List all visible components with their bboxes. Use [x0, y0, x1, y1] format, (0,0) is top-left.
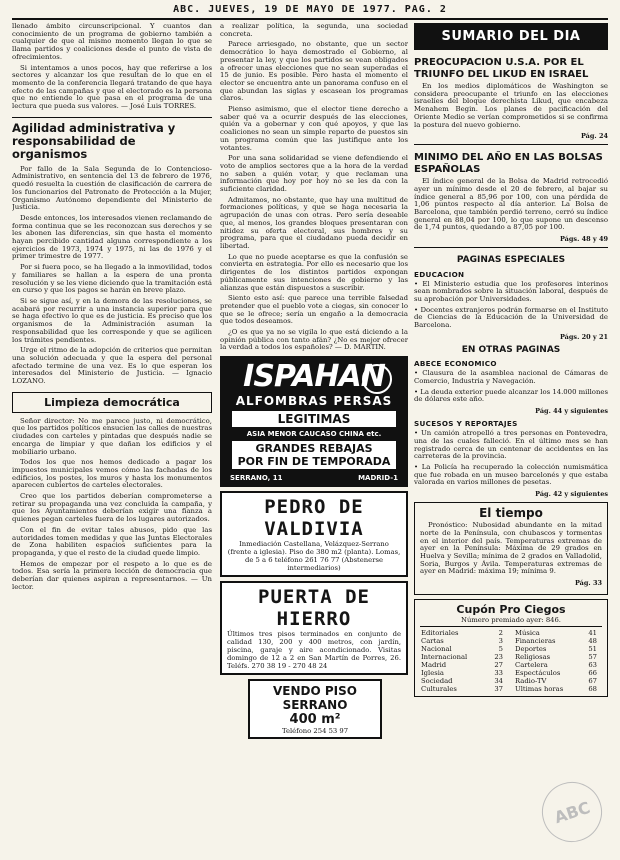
abc-watermark-stamp: ABC [534, 774, 610, 850]
ad-ispahan-line: ASIA MENOR CAUCASO CHINA etc. [246, 430, 382, 439]
divider [414, 144, 608, 145]
index-row [514, 661, 602, 669]
index-label: Iglesia [421, 669, 444, 678]
index-page: 33 [494, 669, 503, 678]
summary-text: • La deuda exterior puede alcanzar los 14.000 millones de dólares este año. [414, 387, 608, 404]
index-label: Nacional [421, 645, 452, 654]
ad-title: VENDO PISO SERRANO [273, 684, 357, 713]
index-row [420, 661, 508, 669]
ad-phone: Teléfono 254 53 97 [281, 727, 349, 736]
article-text: llenado ámbito circunscripcional. Y cuantos dan conocimiento de un programa de gobierno también a cualquier de que al mismo momento llegan lo que se llama partidos y coaliciones desde el punto de vista de ofrecimientos. [12, 23, 212, 61]
index-label: Sociedad [421, 677, 453, 686]
page-reference: Pág. 33 [574, 579, 602, 588]
summary-text: • Un camión atropelló a tres personas en Pontevedra, una de las cuales falleció. En el último mes se han registrado cerca de un centenar de accidentes en las carreteras de la provincia. [414, 429, 608, 461]
article-text: Lo que no puede aceptarse es que la confusión se convierta en estrategia. Por ello es necesario que los dirigentes de los distintos partidos expongan públicamente sus intenciones de gobierno y las alianzas que están dispuestos a suscribir. [220, 252, 408, 292]
header-rule [12, 18, 608, 20]
cupon-title: Cupón Pro Ciegos [456, 603, 566, 617]
index-row [514, 629, 602, 637]
page-reference: Págs. 48 y 49 [559, 235, 608, 244]
summary-text: • El Ministerio estudia que los profesores interinos sean nombrados sobre la situación laboral, después de su aprobación por Universidades. [414, 279, 608, 304]
index-row [514, 685, 602, 693]
page-reference: Pág. 42 y siguientes [535, 490, 608, 499]
article-text: ¿O es que ya no se vigila lo que está diciendo a la opinión pública con tanto afán? ¿No es mejor ofrecer la verdad a todos los españoles? — D. MARTIN. [220, 328, 408, 352]
index-page: 68 [588, 685, 597, 694]
ad-ispahan-banner [222, 358, 406, 485]
index-page: 48 [588, 637, 597, 646]
section-index [420, 626, 602, 693]
ad-ispahan-subtitle: ALFOMBRAS PERSAS [235, 394, 393, 409]
index-page: 34 [494, 677, 503, 686]
index-row [420, 637, 508, 645]
article-headline: Agilidad administrativa y responsabilidad de organismos [12, 117, 212, 161]
index-label: Deportes [515, 645, 547, 654]
index-label: Religiosas [515, 653, 551, 662]
ad-pedro-de-valdivia [220, 491, 408, 577]
index-row [514, 653, 602, 661]
sumario-banner: SUMARIO DEL DIA [414, 23, 608, 50]
ad-ispahan-logo: ISPAHAN [243, 359, 385, 395]
index-row [420, 685, 508, 693]
index-row [420, 669, 508, 677]
summary-text: En los medios diplomáticos de Washington se considera preocupante el triunfo en las elecciones israelíes del bloque derechista Likud, que encabeza Menahem Begin. Los planes de pacificación del Oriente Medio se verían comprometidos si se confirma la postura del nuevo gobierno. [414, 82, 608, 129]
weather-title: El tiempo [479, 506, 543, 521]
index-row [420, 653, 508, 661]
index-row [514, 677, 602, 685]
ad-ispahan [220, 356, 408, 487]
index-label: Culturales [421, 685, 457, 694]
column-middle [220, 23, 408, 852]
summary-subhead: EDUCACION [414, 269, 465, 279]
index-label: Espectáculos [515, 669, 561, 678]
ad-ispahan-line [232, 441, 396, 469]
index-label: Cartelera [515, 661, 548, 670]
summary-text: • La Policía ha recuperado la colección numismática que fue robada en un museo barcelonés y que estaba valorada en varios millones de pesetas. [414, 462, 608, 487]
index-page: 27 [494, 661, 503, 670]
cupon-box [414, 599, 608, 697]
index-label: Madrid [421, 661, 447, 670]
rug-emblem-icon [362, 364, 392, 394]
index-label: Internacional [421, 653, 468, 662]
column-left [12, 23, 212, 852]
article-text: Creo que los partidos deberían comprometerse a retirar su propaganda una vez concluida la campaña, y que los Ayuntamientos deberían exigir una fianza a quienes pegan carteles fuera de los lugares autorizados. [12, 492, 212, 524]
index-page: 67 [588, 677, 597, 686]
page-header: ABC. JUEVES, 19 DE MAYO DE 1977. PAG. 2 [173, 4, 447, 15]
summary-headline: EN OTRAS PAGINAS [461, 344, 561, 355]
article-text: Si se sigue así, y en la demora de las resoluciones, se acabará por recurrir a una instancia superior para que se haga efectivo lo que es de justicia. Es preciso que los organismos de la Administración asuman la responsabilidad que les corresponde y que se agilicen los trámites pendientes. [12, 296, 212, 344]
article-text: Por fallo de la Sala Segunda de lo Contencioso-Administrativo, en sentencia del 13 de febrero de 1976, quedó resuelta la cuestión de clasificación de carrera de los funcionarios del Patronato de Protección a la Mujer, Organismo Autónomo dependiente del Ministerio de Justicia. [12, 164, 212, 212]
index-page: 5 [498, 645, 503, 654]
ad-ispahan-temporada: POR FIN DE TEMPORADA [237, 455, 391, 469]
article-text: Señor director: No me parece justo, ni democrático, que los partidos políticos ensucien las calles de nuestras ciudades con carteles y pintadas que después nadie se encarga de limpiar y que dañan los edificios y el mobiliario urbano. [12, 416, 212, 456]
ad-vendo-piso [248, 679, 382, 739]
ad-size: 400 m² [289, 712, 341, 728]
index-row [420, 629, 508, 637]
ad-title: PUERTA DE HIERRO [258, 586, 370, 631]
index-page: 3 [498, 637, 503, 646]
article-text: Admitamos, no obstante, que hay una multitud de formaciones políticas, y que se haga necesaria la agrupación de unas con otras. Pero sería deseable que, al menos, los grandes bloques presentaran con nitidez su oferta electoral, sus hombres y su programa, para que el ciudadano pueda decidir en libertad. [220, 195, 408, 250]
index-label: Financieras [515, 637, 556, 646]
summary-text: El índice general de la Bolsa de Madrid retrocedió ayer un mínimo desde el 20 de febrero, al bajar su índice general a 85,96 por 100, con una pérdida de 1,06 puntos respecto al día anterior. La Bolsa de Barcelona, que también perdió terreno, cerró su índice general en 88,04 por 100, lo que supone un descenso de 1,74 puntos, quedando a 87,05 por 100. [414, 177, 608, 232]
ad-puerta-de-hierro [220, 581, 408, 675]
index-row [420, 645, 508, 653]
article-text: Por una sana solidaridad se viene defendiendo el voto de amplios sectores que a la hora de la verdad no saben a quién votar, y que reclaman una información que hoy por hoy no se les da con la suficiente claridad. [220, 154, 408, 194]
article-text: Por si fuera poco, se ha llegado a la inmovilidad, todos y familiares se hallan a la espera de una pronta resolución y se les viene diciendo que la tramitación está en curso y que los pagos se harán en breve plazo. [12, 263, 212, 295]
section-index-left [420, 629, 508, 693]
index-page: 41 [588, 629, 597, 638]
ad-ispahan-footer [226, 472, 402, 482]
index-page: 51 [588, 645, 597, 654]
article-text: Siento esto así: que parece una terrible falsedad pretender que el pueblo vote a ciegas, sin conocer lo que se le ofrece; sería un engaño a la democracia que todos deseamos. [220, 294, 408, 326]
weather-text: Pronóstico: Nubosidad abundante en la mitad norte de la Península, con chubascos y tormentas en el interior del país. Temperaturas extremas de ayer en la Península: Máxima de 29 grados en Huelva y Sevilla; mínima de 2 grados en Valladolid, Soria, Burgos y Ávila. Temperaturas extremas de ayer en Madrid: máxima 19; mínima 9. [420, 521, 602, 576]
index-page: 23 [494, 653, 503, 662]
page-reference: Pág. 24 [580, 132, 608, 141]
index-page: 66 [588, 669, 597, 678]
article-text: Pienso asimismo, que el elector tiene derecho a saber qué va a ocurrir después de las elecciones, quién va a gobernar y con qué apoyos, y que las coaliciones no sean un simple reparto de puestos sin un programa común que las justifique ante los votantes. [220, 105, 408, 152]
index-label: Ultimas horas [515, 685, 564, 694]
cupon-number: Número premiado ayer: 846. [461, 616, 561, 625]
summary-headline: MINIMO DEL AÑO EN LAS BOLSAS ESPAÑOLAS [414, 152, 603, 175]
article-text: Parece arriesgado, no obstante, que un sector democrático lo haya demostrado el Gobierno, al presentar la ley, y que los partidos se vean obligados a ofrecer unas elecciones que no sean superadas el 15 de junio. Es posible. Pero hasta el momento el elector se encuentra ante un panorama confuso en el que abundan las siglas y escasean los programas claros. [220, 40, 408, 103]
article-headline: Limpieza democrática [12, 392, 212, 413]
ad-ispahan-address: SERRANO, 11 [230, 474, 283, 483]
article-text: Todos los que nos hemos dedicado a pagar los impuestos municipales vemos cómo las fachadas de los edificios, los postes, los muros y hasta los monumentos aparecen cubiertos de carteles electorales. [12, 458, 212, 490]
summary-text: • Docentes extranjeros podrán formarse en el Instituto de Ciencias de la Educación de la Universidad de Barcelona. [414, 305, 608, 330]
index-page: 57 [588, 653, 597, 662]
article-text: Desde entonces, los interesados vienen reclamando de forma continua que se les reconozcan sus derechos y se les abonen las diferencias, sin que hasta el momento hayan percibido cantidad alguna correspondiente a los ejercicios de 1973, 1974 y 1975, ni las de 1976 y el primer trimestre de 1977. [12, 213, 212, 261]
summary-subhead: SUCESOS Y REPORTAJES [414, 419, 518, 429]
index-row [514, 645, 602, 653]
index-label: Cartas [421, 637, 444, 646]
index-row [514, 637, 602, 645]
article-text: Hemos de empezar por el respeto a lo que es de todos. Esa sería la primera lección de democracia que deberían dar quienes aspiran a representarnos. — Un lector. [12, 559, 212, 591]
section-index-right [514, 629, 602, 693]
index-row [514, 669, 602, 677]
index-label: Música [515, 629, 540, 638]
ad-ispahan-line: LEGITIMAS [232, 411, 396, 427]
summary-subhead: ABECE ECONOMICO [414, 359, 497, 369]
page-reference: Pág. 44 y siguientes [535, 407, 608, 416]
article-text: Si intentamos a unos pocos, hay que referirse a los sectores y alcanzar los que resultan de lo que en el momento de la conferencia llegará tratando de que haya efecto de las campañas y que el electorado es la persona que no entiende lo que pasa en el programa de una lectura que pueda sus valores. — José Luis TORRES. [12, 63, 212, 111]
column-right [414, 23, 608, 852]
article-text: Urge el ritmo de la adopción de criterios que permitan una solución adecuada y que la espera del personal afectado termine de una vez. Es lo que esperan los interesados del Ministerio de Justicia. — Ignacio LOZANO. [12, 346, 212, 386]
index-label: Radio-TV [515, 677, 547, 686]
article-text: Con el fin de evitar tales abusos, pido que las autoridades tomen medidas y que las Juntas Electorales de Zona habiliten espacios suficientes para la propaganda, y que el resto de la ciudad quede limpio. [12, 525, 212, 557]
summary-headline: PAGINAS ESPECIALES [456, 255, 566, 266]
index-row [420, 677, 508, 685]
ad-ispahan-city: MADRID-1 [358, 474, 398, 483]
summary-text: • Clausura de la asamblea nacional de Cámaras de Comercio, Industria y Navegación. [414, 369, 608, 386]
index-page: 63 [588, 661, 597, 670]
summary-headline: PREOCUPACION U.S.A. POR EL TRIUNFO DEL LIKUD EN ISRAEL [414, 57, 589, 80]
article-text: a realizar política, la segunda, una sociedad concreta. [220, 23, 408, 38]
ad-ispahan-rebajas: GRANDES REBAJAS [255, 442, 373, 456]
index-page: 37 [494, 685, 503, 694]
ad-title: PEDRO DE VALDIVIA [264, 496, 364, 541]
index-page: 2 [498, 629, 503, 638]
ad-body: Últimos tres pisos terminados en conjunto de calidad 130, 200 y 400 metros, con jardín, piscina, garaje y aire acondicionado. Visitas domingo de 12 a 2 en San Martín de Porres, 26. Teléfs. 270 38 19 - 270 48 24 [227, 630, 401, 670]
ad-body: Inmediación Castellana, Velázquez-Serrano (frente a iglesia). Piso de 380 m2 (planta). Lomas, de 5 a 6 teléfono 261 76 77 (Abstenerse intermediarios) [227, 540, 401, 572]
index-label: Editoriales [421, 629, 459, 638]
weather-box [414, 502, 608, 595]
page-reference: Págs. 20 y 21 [559, 332, 608, 341]
divider [414, 247, 608, 248]
